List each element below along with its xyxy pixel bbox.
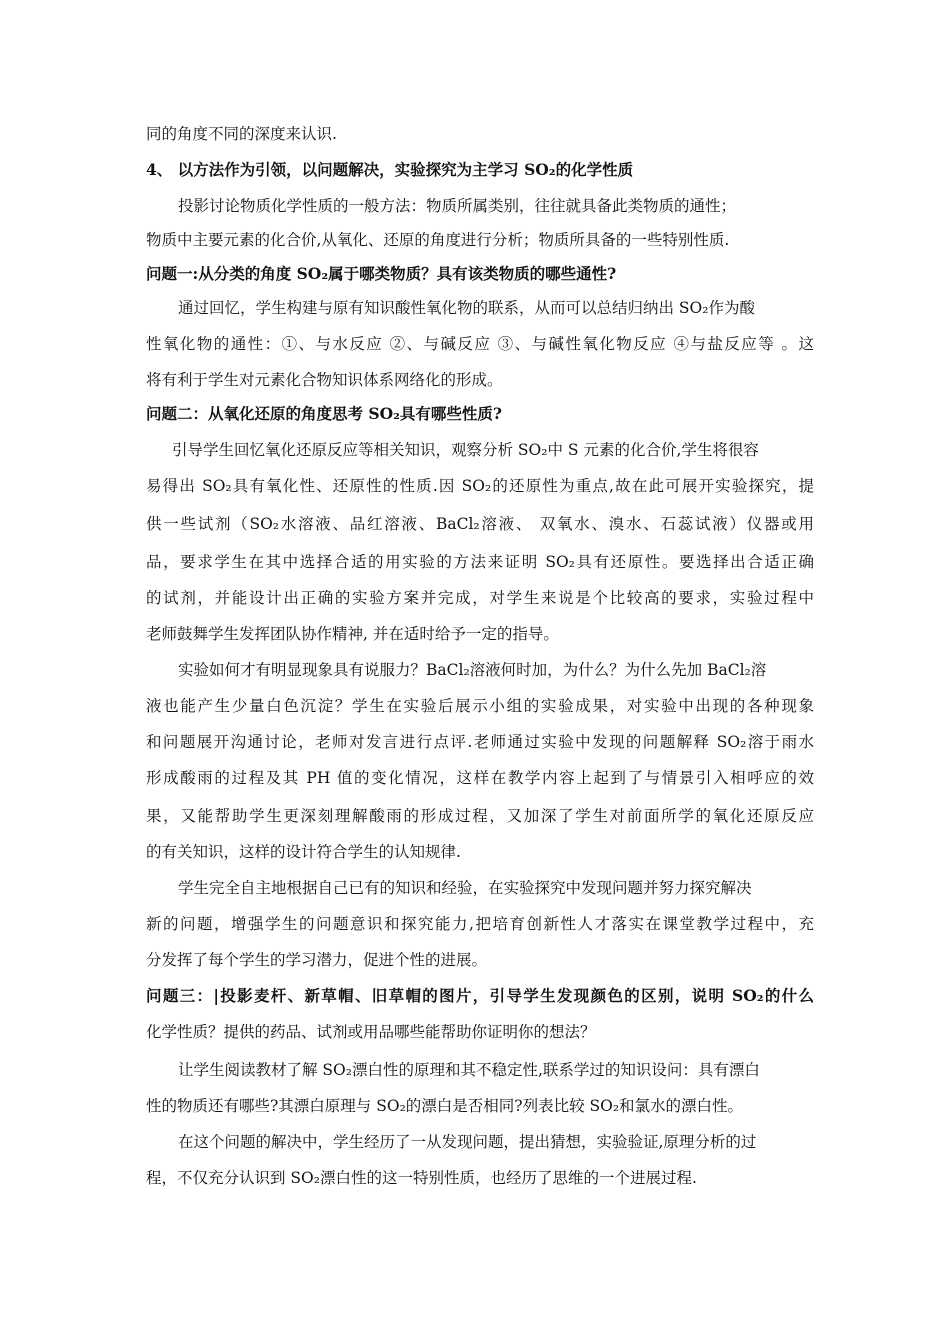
text-line: 性氧化物的通性：①、与水反应 ②、与碱反应 ③、与碱性氧化物反应 ④与盐反应等 。这 (146, 335, 814, 353)
text-line: 化学性质？提供的药品、试剂或用品哪些能帮助你证明你的想法？ (146, 1023, 596, 1041)
question-heading: 问题三：|投影麦杆、新草帽、旧草帽的图片，引导学生发现颜色的区别，说明 SO₂的什么 (146, 986, 814, 1005)
section-heading: 4、 以方法作为引领，以问题解决，实验探究为主学习 SO₂的化学性质 (146, 160, 634, 179)
text-line: 引导学生回忆氧化还原反应等相关知识，观察分析 SO₂中 S 元素的化合价,学生将很容 (172, 441, 759, 459)
question-heading: 问题二：从氧化还原的角度思考 SO₂具有哪些性质? (146, 404, 502, 423)
text-line: 程，不仅充分认识到 SO₂漂白性的这一特别性质，也经历了思维的一个进展过程. (146, 1169, 697, 1187)
text-line: 供一些试剂（SO₂水溶液、品红溶液、BaCl₂溶液、 双氧水、溴水、石蕊试液）仪器或用 (146, 515, 814, 533)
text-line: 和问题展开沟通讨论，老师对发言进行点评.老师通过实验中发现的问题解释 SO₂溶于雨水 (146, 733, 814, 751)
text-line: 让学生阅读教材了解 SO₂漂白性的原理和其不稳定性,联系学过的知识设问：具有漂白 (178, 1061, 760, 1079)
text-line: 通过回忆，学生构建与原有知识酸性氧化物的联系，从而可以总结归纳出 SO₂作为酸 (178, 299, 755, 317)
text-line: 实验如何才有明显现象具有说服力？BaCl₂溶液何时加，为什么？为什么先加 BaCl₂溶 (178, 661, 767, 679)
text-line: 投影讨论物质化学性质的一般方法：物质所属类别，往往就具备此类物质的通性； (178, 197, 737, 215)
text-line: 分发挥了每个学生的学习潜力，促进个性的进展。 (146, 951, 488, 969)
text-line: 形成酸雨的过程及其 PH 值的变化情况，这样在教学内容上起到了与情景引入相呼应的效 (146, 769, 814, 787)
text-line: 在这个问题的解决中，学生经历了一从发现问题，提出猜想，实验验证,原理分析的过 (178, 1133, 757, 1151)
text-line: 性的物质还有哪些?其漂白原理与 SO₂的漂白是否相同?列表比较 SO₂和氯水的漂白性。 (146, 1097, 744, 1115)
text-line: 液也能产生少量白色沉淀？学生在实验后展示小组的实验成果，对实验中出现的各种现象 (146, 697, 814, 715)
text-line: 果，又能帮助学生更深刻理解酸雨的形成过程，又加深了学生对前面所学的氧化还原反应 (146, 807, 814, 825)
text-line: 学生完全自主地根据自己已有的知识和经验，在实验探究中发现问题并努力探究解决 (178, 879, 752, 897)
text-line: 易得出 SO₂具有氧化性、还原性的性质.因 SO₂的还原性为重点,故在此可展开实验探究，提 (146, 477, 814, 495)
text-line: 同的角度不同的深度来认识. (146, 125, 337, 143)
question-heading: 问题一:从分类的角度 SO₂属于哪类物质？具有该类物质的哪些通性? (146, 264, 617, 283)
text-line: 品，要求学生在其中选择合适的用实验的方法来证明 SO₂具有还原性。要选择出合适正确 (146, 553, 814, 571)
text-line: 的有关知识，这样的设计符合学生的认知规律. (146, 843, 461, 861)
text-line: 将有利于学生对元素化合物知识体系网络化的形成。 (146, 371, 503, 389)
text-line: 的试剂，并能设计出正确的实验方案并完成，对学生来说是个比较高的要求，实验过程中 (146, 589, 814, 607)
text-line: 物质中主要元素的化合价,从氧化、还原的角度进行分析；物质所具备的一些特别性质. (146, 231, 730, 249)
text-line: 新的问题，增强学生的问题意识和探究能力,把培育创新性人才落实在课堂教学过程中，充 (146, 915, 814, 933)
text-line: 老师鼓舞学生发挥团队协作精神, 并在适时给予一定的指导。 (146, 625, 559, 643)
